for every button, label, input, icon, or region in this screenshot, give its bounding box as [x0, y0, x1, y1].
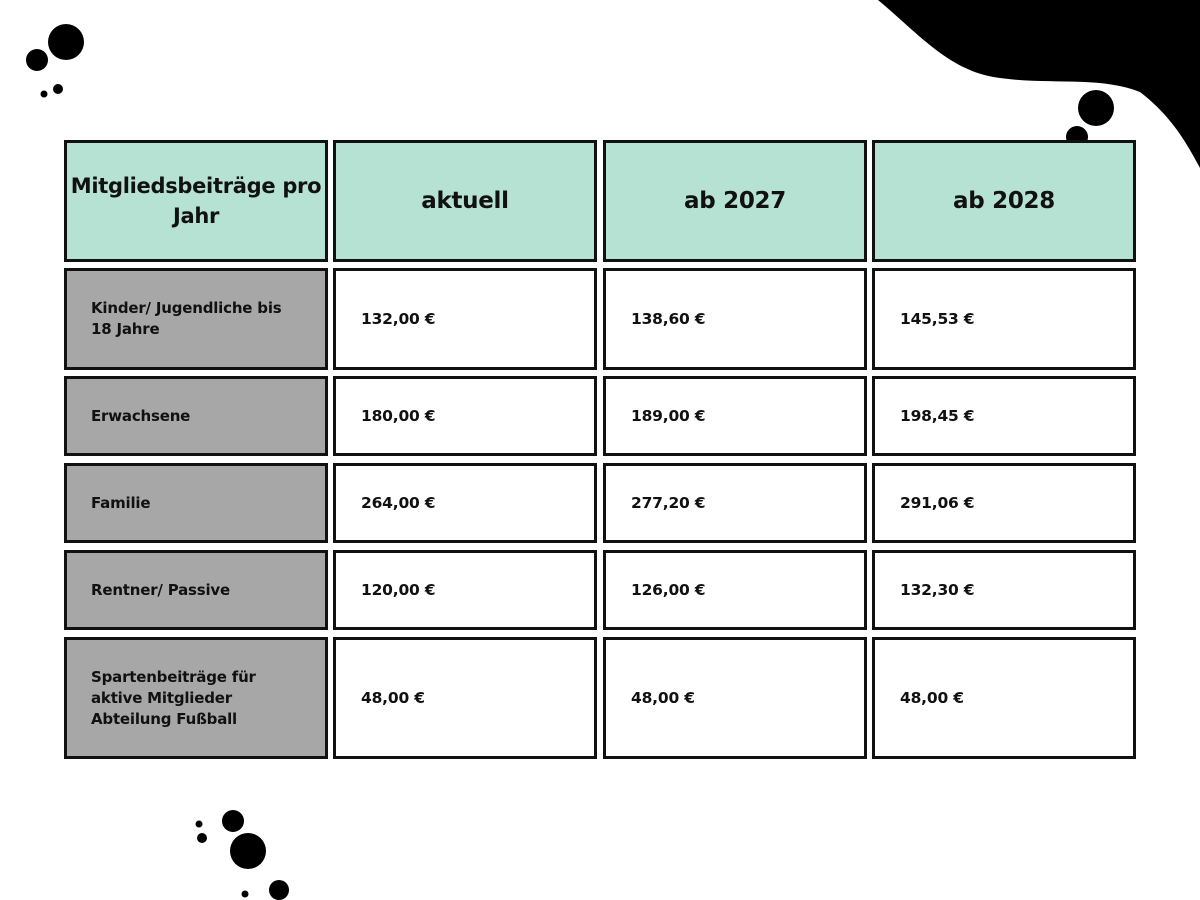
row-label [64, 463, 328, 543]
fee-value-cell-text: 264,00 € [361, 494, 436, 512]
fee-value-cell-text: 48,00 € [900, 689, 964, 707]
row-label-text: Erwachsene [91, 406, 191, 425]
fee-value-cell-text: 48,00 € [631, 689, 695, 707]
fee-value-cell [333, 376, 597, 456]
fee-value-cell [872, 550, 1136, 630]
row-label-text: Kinder/ Jugendliche bis 18 Jahre [91, 299, 282, 338]
fee-value-cell-text: 126,00 € [631, 581, 706, 599]
fee-value-cell [872, 463, 1136, 543]
fee-value-cell [872, 376, 1136, 456]
row-label-text: Spartenbeiträge für aktive Mitglieder Abteilung Fußball [91, 667, 256, 728]
header-current-text: aktuell [421, 188, 509, 214]
fee-value-cell-text: 198,45 € [900, 407, 975, 425]
header-fee-type-text: Mitgliedsbeiträge pro Jahr [70, 174, 322, 228]
fee-value-cell [603, 376, 867, 456]
row-label-text: Familie [91, 493, 151, 512]
fee-value-cell-text: 145,53 € [900, 310, 975, 328]
fee-value-cell [872, 637, 1136, 759]
fee-value-cell-text: 138,60 € [631, 310, 706, 328]
dots-bottom-left [196, 810, 290, 900]
fee-value-cell [333, 550, 597, 630]
header-2028 [872, 140, 1136, 262]
fee-value-cell [603, 463, 867, 543]
fee-value-cell-text: 48,00 € [361, 689, 425, 707]
fee-value-cell [872, 268, 1136, 370]
header-2027 [603, 140, 867, 262]
header-2027-text: ab 2027 [684, 188, 786, 214]
row-label [64, 268, 328, 370]
fee-value-cell [333, 637, 597, 759]
header-fee-type [64, 140, 328, 262]
fee-value-cell-text: 291,06 € [900, 494, 975, 512]
row-label-text: Rentner/ Passive [91, 580, 230, 599]
fee-value-cell-text: 277,20 € [631, 494, 706, 512]
fee-value-cell [603, 637, 867, 759]
fee-value-cell [333, 268, 597, 370]
fee-value-cell-text: 189,00 € [631, 407, 706, 425]
dots-top-left [26, 24, 84, 98]
fee-value-cell [333, 463, 597, 543]
fee-value-cell-text: 120,00 € [361, 581, 436, 599]
row-label [64, 550, 328, 630]
fee-value-cell-text: 132,00 € [361, 310, 436, 328]
row-label [64, 376, 328, 456]
fee-value-cell [603, 268, 867, 370]
fee-value-cell-text: 180,00 € [361, 407, 436, 425]
fee-value-cell-text: 132,30 € [900, 581, 975, 599]
header-current [333, 140, 597, 262]
fee-value-cell [603, 550, 867, 630]
row-label [64, 637, 328, 759]
header-2028-text: ab 2028 [953, 188, 1055, 214]
